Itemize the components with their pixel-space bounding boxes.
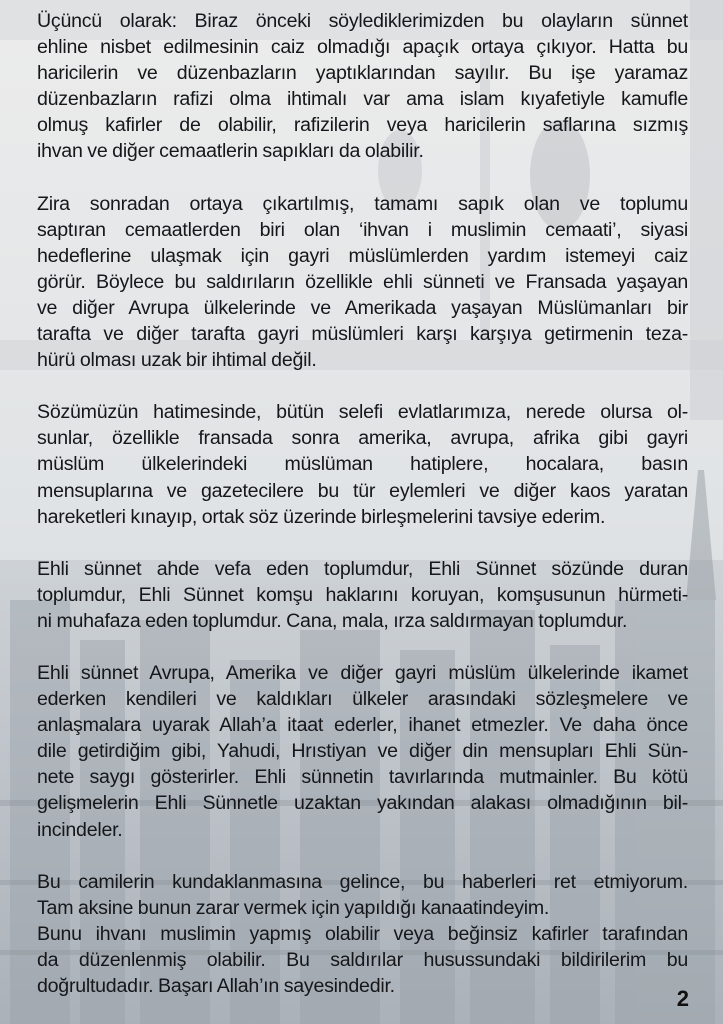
text-line: da düzenlenmiş olabilir. Bu saldırılar husussundaki bildirilerim bu	[37, 948, 688, 971]
text-line: mensuplarına ve gazetecilere bu tür eylemleri ve diğer kaos yaratan	[37, 479, 688, 502]
paragraph-6	[37, 869, 688, 921]
text-line: gelişmelerin Ehli Sünnetle uzaktan yakından alakası olmadığının bil-	[37, 792, 688, 815]
text-line: hedeflerine ulaşmak için gayri müslümlerden yardım istemeyi caiz	[37, 244, 688, 267]
text-line: Bunu ihvanı muslimin yapmış olabilir veya beğinsiz kafirler tarafından	[37, 922, 688, 945]
text-line: ni muhafaza eden toplumdur. Cana, mala, ırza saldırmayan toplumdur.	[37, 609, 628, 632]
text-line: Üçüncü olarak: Biraz önceki söylediklerimizden bu olayların sünnet	[37, 10, 688, 32]
text-line: ehline nisbet edilmesinin caiz olmadığı apaçık ortaya çıkıyor. Hatta bu	[37, 36, 688, 59]
text-line: düzenbazların rafizi olma ihtimalı var ama islam kıyafetiyle kamufle	[37, 88, 688, 111]
text-line: Tam aksine bunun zarar vermek için yapıldığı kanaatindeyim.	[37, 896, 550, 919]
paragraph-3	[37, 399, 688, 529]
text-line: Zira sonradan ortaya çıkartılmış, tamamı sapık olan ve toplumu	[37, 192, 688, 215]
text-line: ihvan ve diğer cemaatlerin sapıkları da olabilir.	[37, 140, 424, 163]
text-line: dile getirdiğim gibi, Yahudi, Hrıstiyan ve diğer din mensupları Ehli Sün-	[37, 740, 688, 763]
text-line: hürü olması uzak bir ihtimal değil.	[37, 349, 317, 372]
page-number: 2	[676, 986, 689, 1011]
text-line: nete saygı gösterirler. Ehli sünnetin tavırlarında mutmainler. Bu kötü	[37, 766, 688, 789]
text-line: müslüm ülkelerindeki müslüman hatiplere, hocalara, basın	[37, 453, 688, 476]
body-text	[37, 8, 688, 999]
text-line: tarafta ve diğer tarafta gayri müslümleri karşı karşıya getirmenin teza-	[37, 323, 688, 346]
text-line: Bu camilerin kundaklanmasına gelince, bu haberleri ret etmiyorum.	[37, 870, 688, 893]
text-line: görür. Böylece bu saldırıların özellikle ehli sünneti ve Fransada yaşayan	[37, 270, 688, 293]
text-line: incindeler.	[37, 818, 123, 841]
text-line: haricilerin ve düzenbazların yaptıklarından sayılır. Bu işe yaramaz	[37, 62, 688, 85]
text-line: toplumdur, Ehli Sünnet komşu haklarını koruyan, komşusunun hürmeti-	[37, 583, 688, 606]
text-line: anlaşmalara uyarak Allah’a itaat ederler, ihanet etmezler. Ve daha önce	[37, 714, 688, 737]
paragraph-2	[37, 191, 688, 374]
paragraph-1	[37, 8, 688, 165]
text-line: ederken kendileri ve kaldıkları ülkeler arasındaki sözleşmelere ve	[37, 688, 688, 711]
text-line: hareketleri kınayıp, ortak söz üzerinde birleşmelerini tavsiye ederim.	[37, 505, 606, 528]
paragraph-4	[37, 556, 688, 634]
text-line: sunlar, özellikle fransada sonra amerika, avrupa, afrika gibi gayri	[37, 427, 688, 450]
text-line: Ehli sünnet Avrupa, Amerika ve diğer gayri müslüm ülkelerinde ikamet	[37, 661, 688, 684]
paragraph-7	[37, 921, 688, 999]
text-line: saptıran cemaatlerden biri olan ‘ihvan i muslimin cemaati’, siyasi	[37, 218, 688, 241]
text-line: doğrultudadır. Başarı Allah’ın sayesindedir.	[37, 975, 395, 997]
text-line: Sözümüzün hatimesinde, bütün selefi evlatlarımıza, nerede olursa ol-	[37, 401, 688, 424]
text-line: Ehli sünnet ahde vefa eden toplumdur, Ehli Sünnet sözünde duran	[37, 557, 688, 580]
text-line: ve diğer Avrupa ülkelerinde ve Amerikada yaşayan Müslümanları bir	[37, 296, 688, 319]
paragraph-5	[37, 660, 688, 843]
text-line: olmuş kafirler de olabilir, rafizilerin veya haricilerin saflarına sızmış	[37, 114, 688, 137]
